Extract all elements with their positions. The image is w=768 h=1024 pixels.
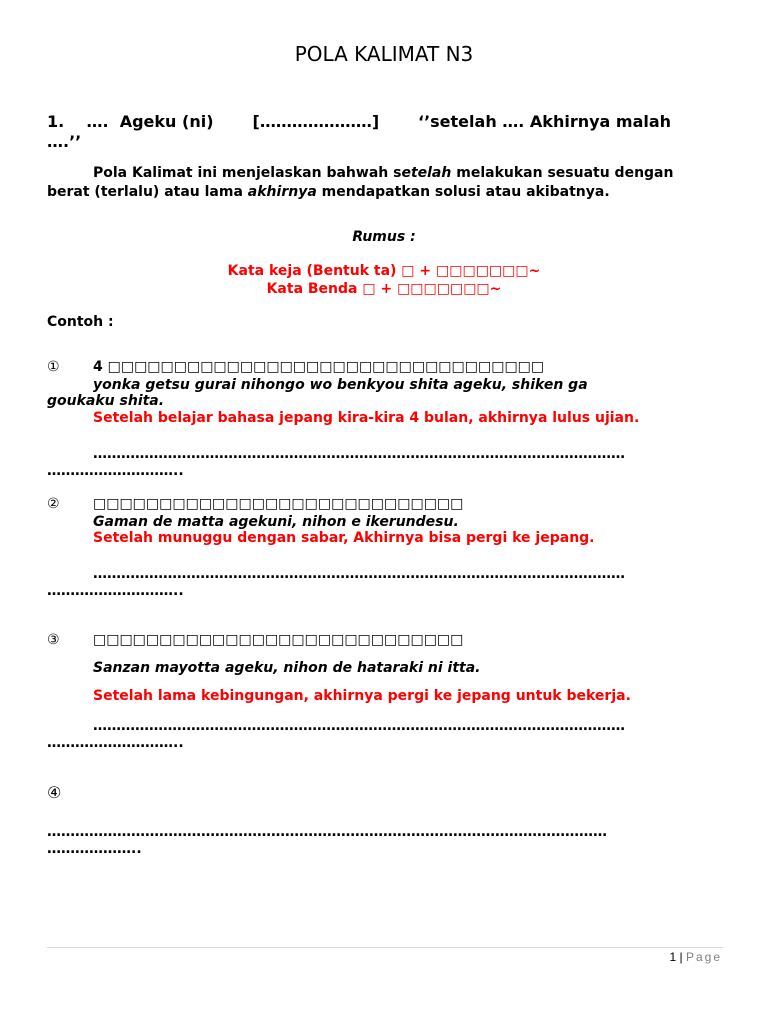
document-title: POLA KALIMAT N3	[294, 42, 474, 66]
formula-noun: Kata Benda □ + □□□□□□□~	[266, 281, 502, 297]
pattern-japanese: […………………]	[252, 112, 380, 131]
description-italic-1: etelah	[401, 165, 452, 181]
example-romaji-3: Sanzan mayotta ageku, nihon de hataraki ni itta.	[93, 660, 481, 676]
answer-line-4-cont: ………………..	[47, 841, 142, 857]
contoh-label: Contoh :	[47, 314, 114, 330]
answer-line-1-cont: ………………………..	[47, 463, 184, 479]
example-translation-2: Setelah munuggu dengan sabar, Akhirnya bisa pergi ke jepang.	[93, 530, 595, 546]
section-number: 1.	[47, 112, 65, 131]
pattern-meaning-continued: ….’’	[47, 132, 82, 151]
example-romaji-1: yonka getsu gurai nihongo wo benkyou shita ageku, shiken ga	[93, 377, 588, 393]
example-japanese-3: □□□□□□□□□□□□□□□□□□□□□□□□□□□□	[93, 632, 464, 648]
example-marker-3: ③	[47, 632, 60, 648]
formula-verb: Kata keja (Bentuk ta) □ + □□□□□□□~	[227, 263, 541, 279]
example-japanese-1: 4 □□□□□□□□□□□□□□□□□□□□□□□□□□□□□□□□□	[93, 359, 545, 375]
example-marker-4: ④	[47, 783, 62, 802]
example-romaji-1-cont: goukaku shita.	[47, 393, 165, 409]
example-translation-1: Setelah belajar bahasa jepang kira-kira 4 bulan, akhirnya lulus ujian.	[93, 410, 640, 426]
answer-line-2-cont: ………………………..	[47, 583, 184, 599]
description-text-2: melakukan sesuatu dengan berat (terlalu) atau lama	[47, 165, 674, 200]
example-marker-1: ①	[47, 359, 60, 375]
answer-line-3-cont: ………………………..	[47, 735, 184, 751]
page-word: Page	[685, 950, 722, 964]
example-translation-3: Setelah lama kebingungan, akhirnya pergi ke jepang untuk bekerja.	[93, 688, 631, 704]
answer-line-4: …………………………………………………………………………………………………………	[47, 824, 607, 840]
page-footer	[669, 950, 722, 964]
footer-divider	[47, 947, 723, 948]
section-heading	[47, 112, 379, 132]
answer-line-3: ……………………………………………………………………………………………………	[93, 718, 625, 734]
description-paragraph	[47, 164, 687, 202]
rumus-label: Rumus :	[352, 229, 416, 245]
example-marker-2: ②	[47, 496, 60, 512]
footer-separator: |	[679, 950, 683, 964]
pattern-name: …. Ageku (ni)	[86, 112, 214, 131]
page-number: 1	[669, 950, 677, 964]
example-romaji-2: Gaman de matta agekuni, nihon e ikerundesu.	[93, 514, 459, 530]
description-text-1: Pola Kalimat ini menjelaskan bahwah s	[93, 165, 402, 181]
answer-line-2: ……………………………………………………………………………………………………	[93, 566, 625, 582]
answer-line-1: ……………………………………………………………………………………………………	[93, 446, 625, 462]
pattern-meaning: ‘’setelah …. Akhirnya malah	[418, 112, 672, 131]
description-italic-2: akhirnya	[247, 184, 317, 200]
description-text-3: mendapatkan solusi atau akibatnya.	[316, 184, 610, 200]
example-japanese-2: □□□□□□□□□□□□□□□□□□□□□□□□□□□□	[93, 496, 464, 512]
